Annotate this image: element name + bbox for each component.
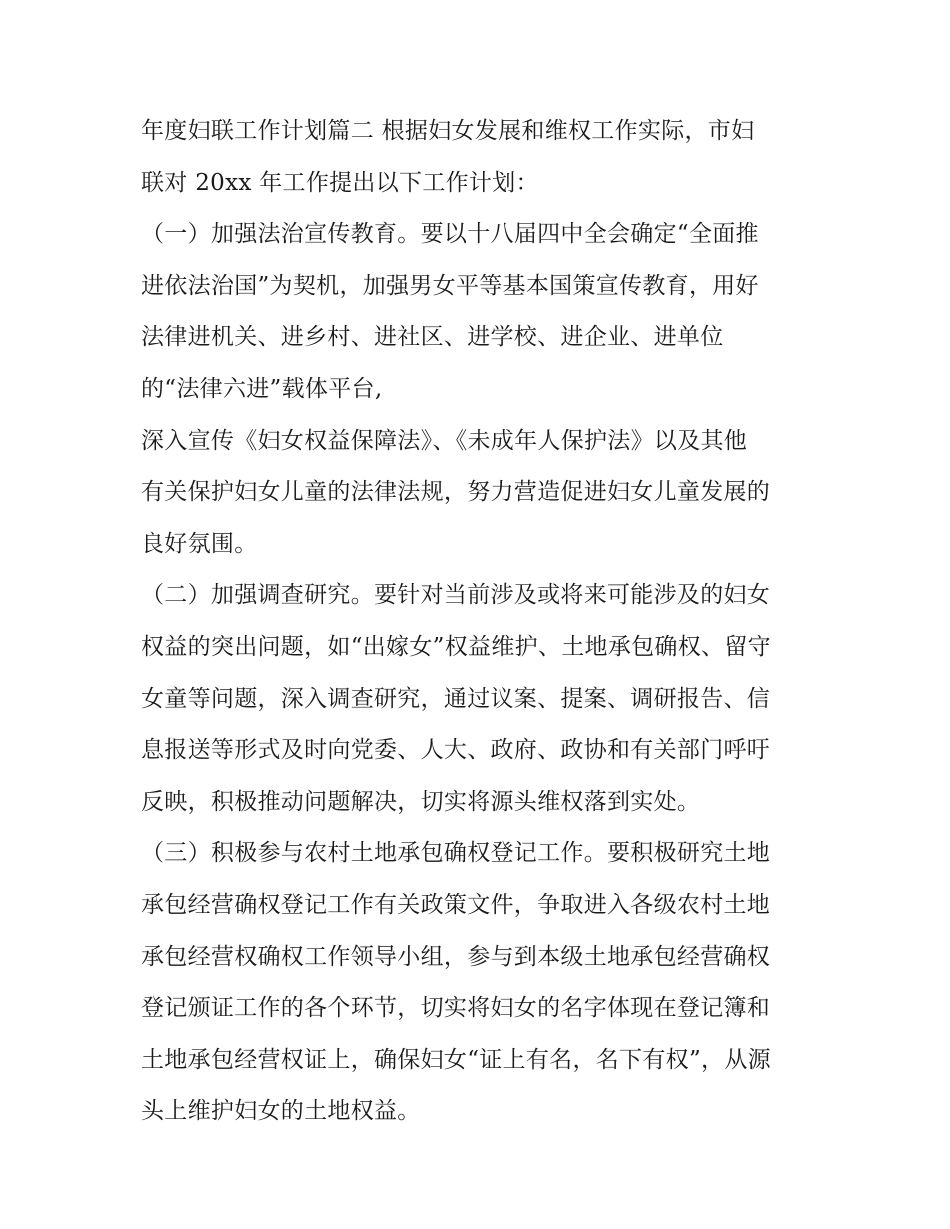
text-line: 反映，积极推动问题解决，切实将源头维权落到实处。	[141, 788, 701, 815]
text-line: 土地承包经营权证上，确保妇女“证上有名，名下有权”，从源	[141, 1046, 771, 1073]
text-line: 头上维护妇女的土地权益。	[141, 1098, 421, 1125]
text-line: （二）加强调查研究。要针对当前涉及或将来可能涉及的妇女	[141, 582, 771, 609]
document-body	[141, 106, 831, 1138]
text-line: 有关保护妇女儿童的法律法规，努力营造促进妇女儿童发展的	[141, 479, 771, 506]
text-line: 良好氛围。	[141, 530, 258, 557]
text-line: （一）加强法治宣传教育。要以十八届四中全会确定“全面推	[141, 221, 759, 248]
text-line: 承包经营确权登记工作有关政策文件，争取进入各级农村土地	[141, 891, 771, 918]
text-line: 登记颁证工作的各个环节，切实将妇女的名字体现在登记簿和	[141, 995, 771, 1022]
text-line: 年度妇联工作计划篇二 根据妇女发展和维权工作实际，市妇	[141, 118, 755, 144]
text-line: 深入宣传《妇女权益保障法》、《未成年人保护法》以及其他	[141, 427, 748, 454]
text-line: 联对 20xx 年工作提出以下工作计划：	[141, 169, 539, 196]
text-line: 法律进机关、进乡村、进社区、进学校、进企业、进单位	[141, 324, 724, 351]
text-line: 的“法律六进”载体平台,	[141, 375, 383, 402]
text-line: （三）积极参与农村土地承包确权登记工作。要积极研究土地	[141, 840, 771, 867]
text-line: 承包经营权确权工作领导小组，参与到本级土地承包经营确权	[141, 943, 771, 970]
text-line: 进依法治国”为契机，加强男女平等基本国策宣传教育，用好	[141, 272, 759, 299]
text-line: 女童等问题，深入调查研究，通过议案、提案、调研报告、信	[141, 685, 771, 712]
text-line: 息报送等形式及时向党委、人大、政府、政协和有关部门呼吁	[141, 737, 771, 764]
text-line: 权益的突出问题，如“出嫁女”权益维护、土地承包确权、留守	[141, 633, 771, 660]
